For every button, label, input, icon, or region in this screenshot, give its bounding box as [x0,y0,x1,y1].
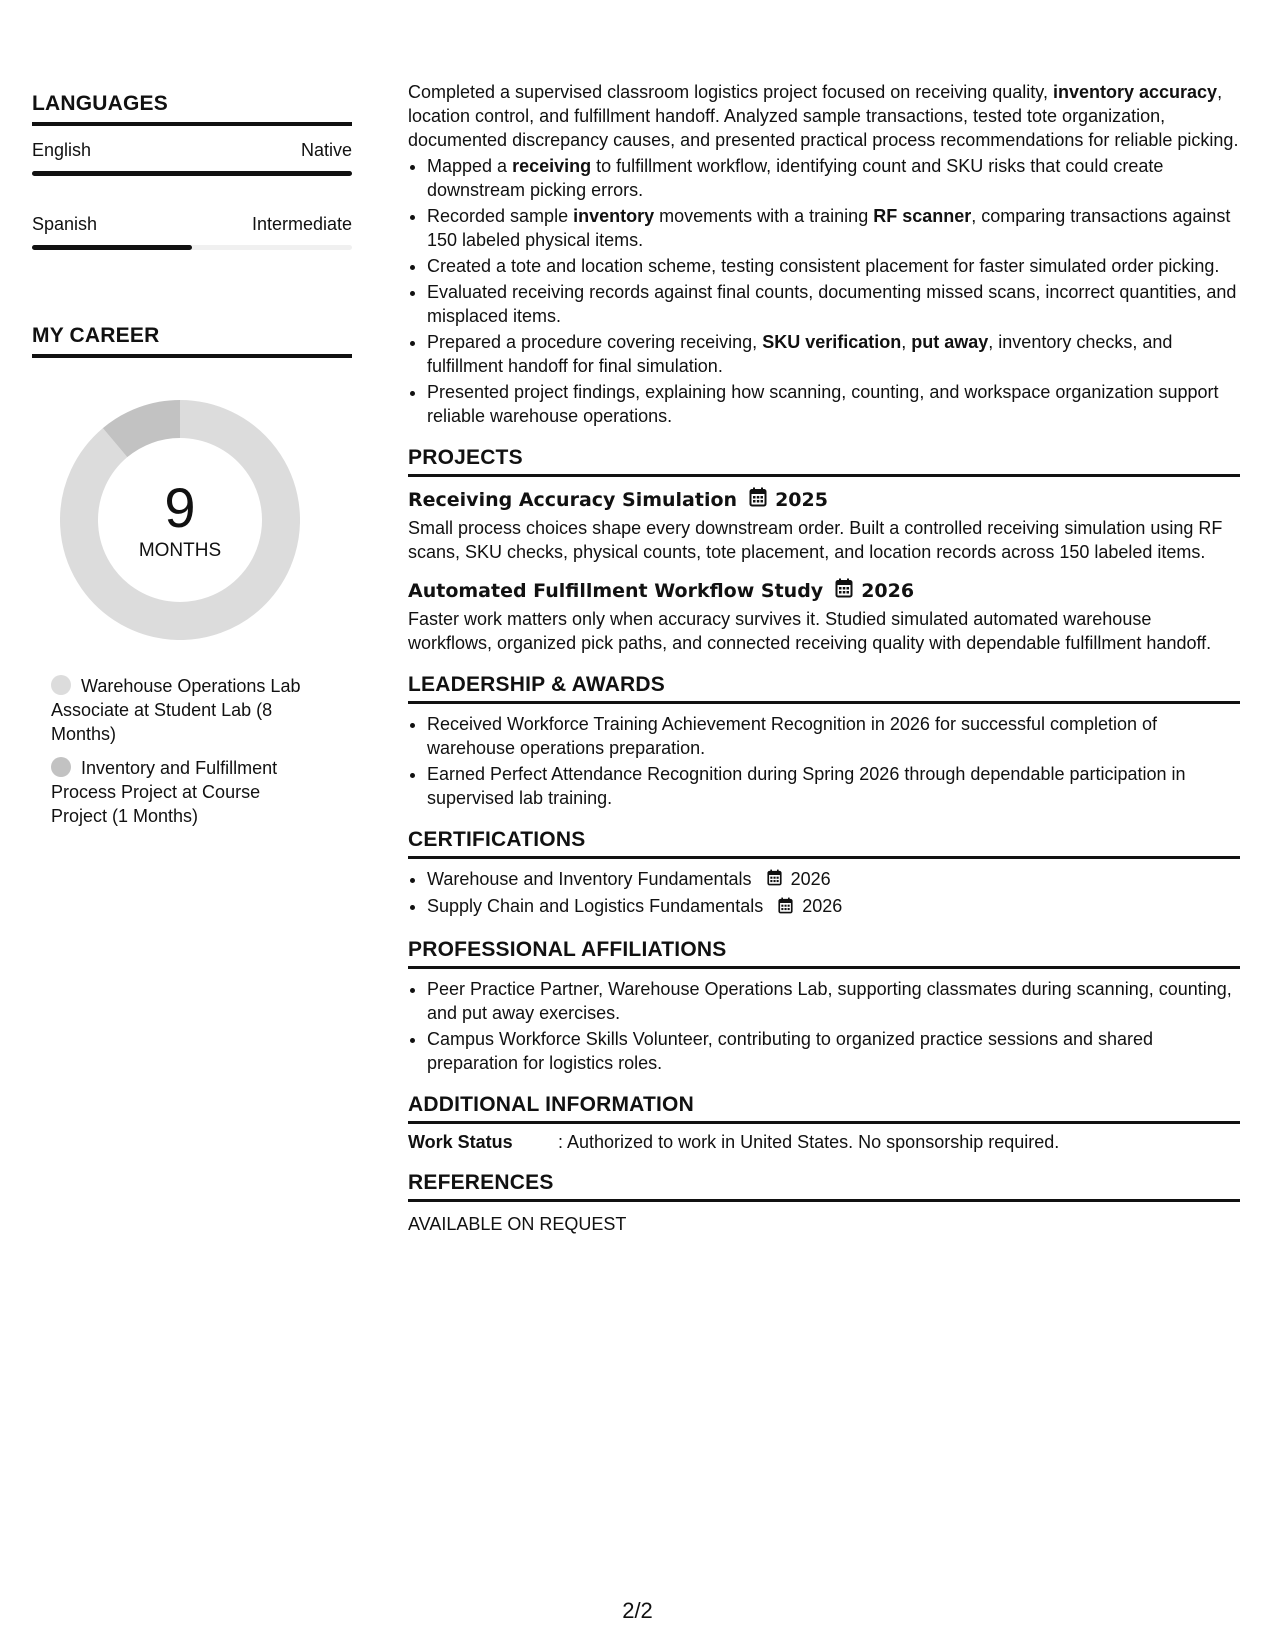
projects-section [408,446,1240,655]
calendar-icon [767,868,782,892]
career-legend [51,674,321,828]
emphasis-text: inventory [573,206,655,226]
body-text: to fulfillment workflow, identifying count and SKU risks that could create downstream picking errors. [427,156,1164,200]
project-year: 2026 [861,579,915,602]
certifications-heading: CERTIFICATIONS [408,828,1240,859]
project-name: Automated Fulfillment Workflow Study [408,579,824,602]
body-text: , inventory checks, and fulfillment handoff for final simulation. [427,332,1173,376]
work-status-value: : Authorized to work in United States. No sponsorship required. [558,1131,1060,1152]
career-heading: MY CAREER [32,324,352,358]
project-title [408,487,1240,512]
certification-name: Supply Chain and Logistics Fundamentals [427,896,764,917]
career-legend-item [51,756,321,828]
emphasis-text: put away [911,332,989,352]
work-status-key: Work Status [408,1131,513,1152]
emphasis-text: inventory accuracy [1052,82,1218,102]
leadership-heading: LEADERSHIP & AWARDS [408,673,1240,704]
references-heading: REFERENCES [408,1171,1240,1202]
project-description: Faster work matters only when accuracy survives it. Studied simulated automated warehouse workflows, organized pick paths, and connected receiving quality with dependable fulfillment handoff. [408,609,1212,653]
experience-bullet [427,154,1240,202]
career-legend-label: Warehouse Operations Lab Associate at Student Lab (8 Months) [51,676,301,744]
references-section [408,1171,1240,1236]
affiliation-item: • Campus Workforce Skills Volunteer, contributing to organized practice sessions and shared preparation for logistics roles. [427,1027,1240,1075]
certifications-section [408,828,1240,920]
body-text: Mapped a [427,156,513,176]
experience-bullet [427,330,1240,378]
body-text: Evaluated receiving records against final counts, documenting missed scans, incorrect quantities, and misplaced items. [427,282,1237,326]
certification-year: 2026 [790,869,831,889]
languages-heading: LANGUAGES [32,92,352,126]
experience-summary [408,80,1240,152]
body-text: , location control, and fulfillment handoff. Analyzed sample transactions, tested tote organization, documented discrepancy causes, and presented practical process recommendations for reliable picking. [408,82,1239,150]
references-text: AVAILABLE ON REQUEST [408,1213,627,1234]
language-item [32,214,352,250]
experience-bullet [427,254,1240,278]
calendar-icon [835,578,853,603]
project-name: Receiving Accuracy Simulation [408,488,738,511]
certification-item [427,867,1240,892]
language-item [32,140,352,176]
body-text: movements with a training [654,206,874,226]
career-donut-chart [60,400,300,640]
leadership-item: • Earned Perfect Attendance Recognition during Spring 2026 through dependable participation in supervised lab training. [427,762,1240,810]
calendar-icon [778,896,793,920]
language-name: Spanish [32,214,98,234]
body-text: , comparing transactions against 150 labeled physical items. [427,206,1231,250]
page-number: 2/2 [622,1598,653,1623]
language-level: Intermediate [251,214,352,234]
work-status-row [408,1132,1240,1153]
project-year: 2025 [775,488,828,511]
body-text: , [901,332,912,352]
certification-year: 2026 [802,896,843,917]
certification-name: Warehouse and Inventory Fundamentals [427,869,752,889]
language-proficiency-fill [32,171,352,176]
emphasis-text: SKU verification [762,332,902,352]
affiliation-item: • Peer Practice Partner, Warehouse Operations Lab, supporting classmates during scanning, counting, and put away exercises. [427,977,1240,1025]
experience-bullets [408,154,1240,428]
career-total-unit: MONTHS [138,540,222,561]
experience-bullet [427,280,1240,328]
additional-info-heading: ADDITIONAL INFORMATION [408,1093,1240,1124]
project-title [408,578,1240,603]
affiliations-section [408,938,1240,1075]
body-text: Created a tote and location scheme, testing consistent placement for faster simulated order picking. [427,256,1220,276]
projects-heading: PROJECTS [408,446,1240,477]
affiliations-heading: PROFESSIONAL AFFILIATIONS [408,938,1240,969]
project-description: Small process choices shape every downstream order. Built a controlled receiving simulation using RF scans, SKU checks, physical counts, tote placement, and location records across 150 labeled items. [408,518,1223,562]
career-legend-label: Inventory and Fulfillment Process Project at Course Project (1 Months) [51,758,278,826]
leadership-item: • Received Workforce Training Achievement Recognition in 2026 for successful completion of warehouse operations preparation. [427,712,1240,760]
leadership-section [408,673,1240,810]
emphasis-text: RF scanner [873,206,972,226]
language-level: Native [300,140,352,160]
body-text: Recorded sample [427,206,574,226]
body-text: Completed a supervised classroom logistics project focused on receiving quality, [408,82,1053,102]
emphasis-text: receiving [512,156,592,176]
right-column [408,80,1240,1236]
legend-dot-icon [51,675,71,695]
additional-info-section [408,1093,1240,1153]
career-total-value: 9 [164,476,196,539]
language-proficiency-fill [32,245,192,250]
left-column [32,92,352,838]
experience-bullet [427,204,1240,252]
body-text: Prepared a procedure covering receiving, [427,332,763,352]
legend-dot-icon [51,757,71,777]
career-legend-item [51,674,321,746]
language-proficiency-bar [32,245,352,250]
certification-item [427,894,1240,919]
body-text: Presented project findings, explaining how scanning, counting, and workspace organization support reliable warehouse operations. [427,382,1219,426]
experience-bullet [427,380,1240,428]
calendar-icon [749,487,767,512]
language-list [32,140,352,250]
language-name: English [32,140,92,160]
language-proficiency-bar [32,171,352,176]
